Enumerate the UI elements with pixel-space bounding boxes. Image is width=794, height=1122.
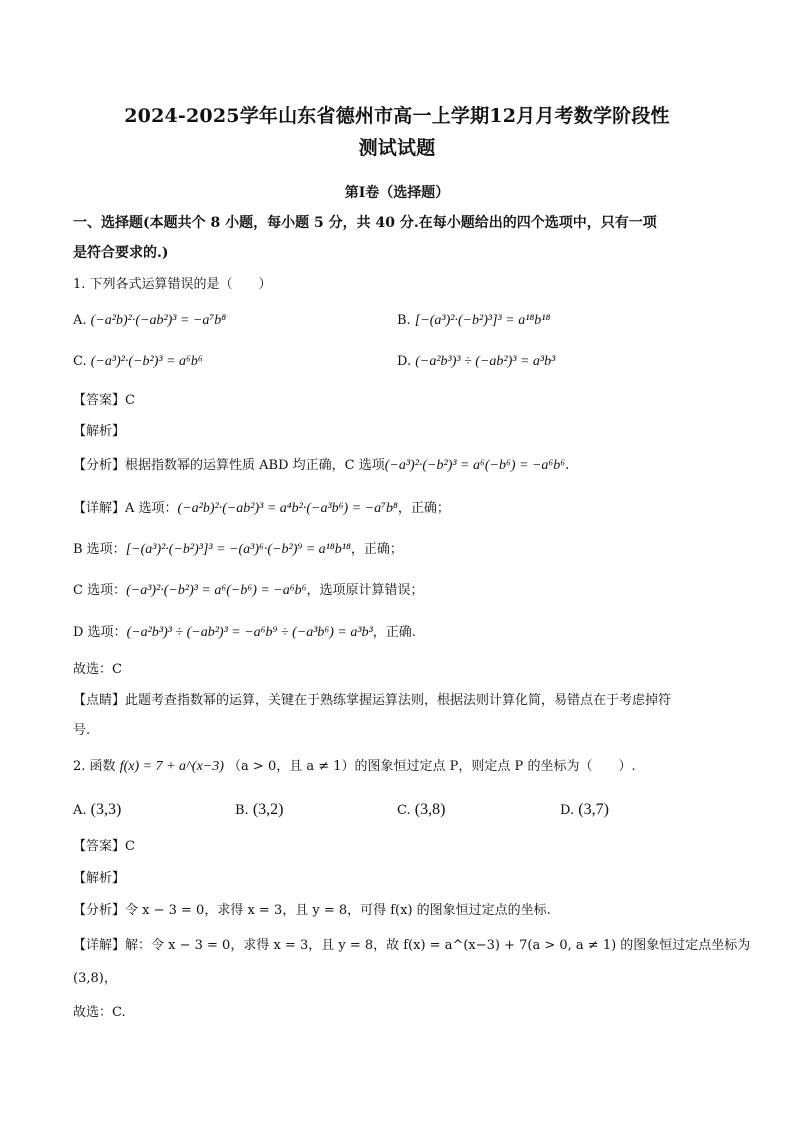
q1-option-c bbox=[73, 353, 203, 371]
detail-math: [−(a³)²·(−b²)³]³ = −(a³)⁶·(−b²)⁹ = a¹⁸b¹⁸ bbox=[125, 542, 351, 557]
option-math: (−a²b³)³ ÷ (−ab²)³ = a³b³ bbox=[415, 354, 556, 369]
detail-math: (−a²b)²·(−ab²)³ = a⁴b²·(−a³b⁶) = −a⁷b⁸ bbox=[177, 501, 398, 516]
option-math: (3,3) bbox=[90, 801, 122, 818]
option-label: D. bbox=[397, 354, 412, 369]
option-label: D. bbox=[560, 803, 575, 818]
option-math: (−a³)²·(−b²)³ = a⁶b⁶ bbox=[90, 354, 203, 369]
option-label: A. bbox=[73, 803, 87, 818]
q2-answer: 【答案】C bbox=[73, 839, 135, 854]
q1-detail-a bbox=[73, 500, 450, 518]
q1-analysis-label: 【解析】 bbox=[73, 424, 126, 439]
detail-math: (−a²b³)³ ÷ (−ab²)³ = −a⁶b⁹ ÷ (−a³b⁶) = a³b³ bbox=[126, 625, 373, 640]
q2-analysis-label: 【解析】 bbox=[73, 871, 126, 886]
q2-option-c bbox=[397, 801, 445, 820]
option-label: B. bbox=[235, 803, 249, 818]
detail-prefix: 【详解】A 选项： bbox=[73, 501, 178, 516]
q2-condition: （a > 0，且 a ≠ 1） bbox=[228, 759, 355, 774]
q2-stem bbox=[73, 758, 636, 776]
q1-option-b bbox=[397, 312, 550, 330]
q1-option-d bbox=[397, 353, 555, 371]
q2-detail-line1: 【详解】解：令 x − 3 = 0，求得 x = 3，且 y = 8，故 f(x) = a^(x−3) + 7(a > 0, a ≠ 1) 的图象恒过定点坐标为 bbox=[73, 938, 751, 953]
q2-stem-prefix: 2. 函数 bbox=[73, 759, 116, 774]
volume-heading: 第I卷（选择题） bbox=[344, 185, 450, 201]
q2-option-a bbox=[73, 801, 121, 820]
q2-fenxi: 【分析】令 x − 3 = 0，求得 x = 3，且 y = 8，可得 f(x) 的图象恒过定点的坐标. bbox=[73, 903, 551, 918]
q1-answer: 【答案】C bbox=[73, 393, 135, 408]
detail-prefix: C 选项： bbox=[73, 583, 127, 598]
detail-suffix: ，正确. bbox=[372, 625, 416, 640]
detail-prefix: B 选项： bbox=[73, 542, 126, 557]
detail-suffix: ，正确； bbox=[350, 542, 403, 557]
q1-dianjing-line1: 【点睛】此题考查指数幂的运算，关键在于熟练掌握运算法则，根据法则计算化简，易错点在于考虑掉符 bbox=[73, 693, 672, 708]
option-label: C. bbox=[73, 354, 87, 369]
detail-prefix: D 选项： bbox=[73, 625, 127, 640]
fenxi-suffix: . bbox=[565, 458, 570, 473]
section-heading-line2: 是符合要求的.) bbox=[73, 245, 169, 261]
q1-detail-d bbox=[73, 624, 416, 642]
document-title-line1: 2024-2025学年山东省德州市高一上学期12月月考数学阶段性 bbox=[124, 105, 670, 127]
q1-option-a bbox=[73, 312, 226, 330]
option-math: (3,8) bbox=[414, 801, 446, 818]
detail-suffix: ，选项原计算错误； bbox=[306, 583, 424, 598]
document-title-line2: 测试试题 bbox=[358, 137, 436, 159]
fenxi-math: (−a³)²·(−b²)³ = a⁶(−b⁶) = −a⁶b⁶ bbox=[384, 458, 566, 473]
option-math: (−a²b)²·(−ab²)³ = −a⁷b⁸ bbox=[90, 313, 227, 328]
q1-fenxi bbox=[73, 457, 569, 475]
detail-suffix: ，正确； bbox=[397, 501, 450, 516]
fenxi-text: 【分析】根据指数幂的运算性质 ABD 均正确，C 选项 bbox=[73, 458, 385, 473]
q1-stem: 1. 下列各式运算错误的是（ ） bbox=[73, 277, 272, 292]
q2-function: f(x) = 7 + a^(x−3) bbox=[119, 759, 224, 774]
detail-math: (−a³)²·(−b²)³ = a⁶(−b⁶) = −a⁶b⁶ bbox=[126, 583, 307, 598]
q1-detail-c bbox=[73, 582, 424, 600]
q1-dianjing-line2: 号. bbox=[73, 723, 91, 738]
q1-detail-b bbox=[73, 541, 403, 559]
option-label: A. bbox=[73, 313, 87, 328]
q2-choose: 故选：C. bbox=[73, 1005, 126, 1020]
option-label: C. bbox=[397, 803, 411, 818]
option-math: [−(a³)²·(−b²)³]³ = a¹⁸b¹⁸ bbox=[414, 313, 551, 328]
q1-choose: 故选：C bbox=[73, 662, 122, 677]
option-math: (3,7) bbox=[578, 801, 609, 818]
q2-stem-suffix: 的图象恒过定点 P，则定点 P 的坐标为（ ）. bbox=[354, 759, 636, 774]
option-math: (3,2) bbox=[252, 801, 284, 818]
q2-option-b bbox=[235, 801, 283, 820]
q2-detail-line2: (3,8)， bbox=[73, 971, 117, 986]
q2-option-d bbox=[560, 801, 609, 820]
option-label: B. bbox=[397, 313, 411, 328]
section-heading-line1: 一、选择题(本题共个 8 小题，每小题 5 分，共 40 分.在每小题给出的四个选项中，只有一项 bbox=[73, 215, 657, 231]
